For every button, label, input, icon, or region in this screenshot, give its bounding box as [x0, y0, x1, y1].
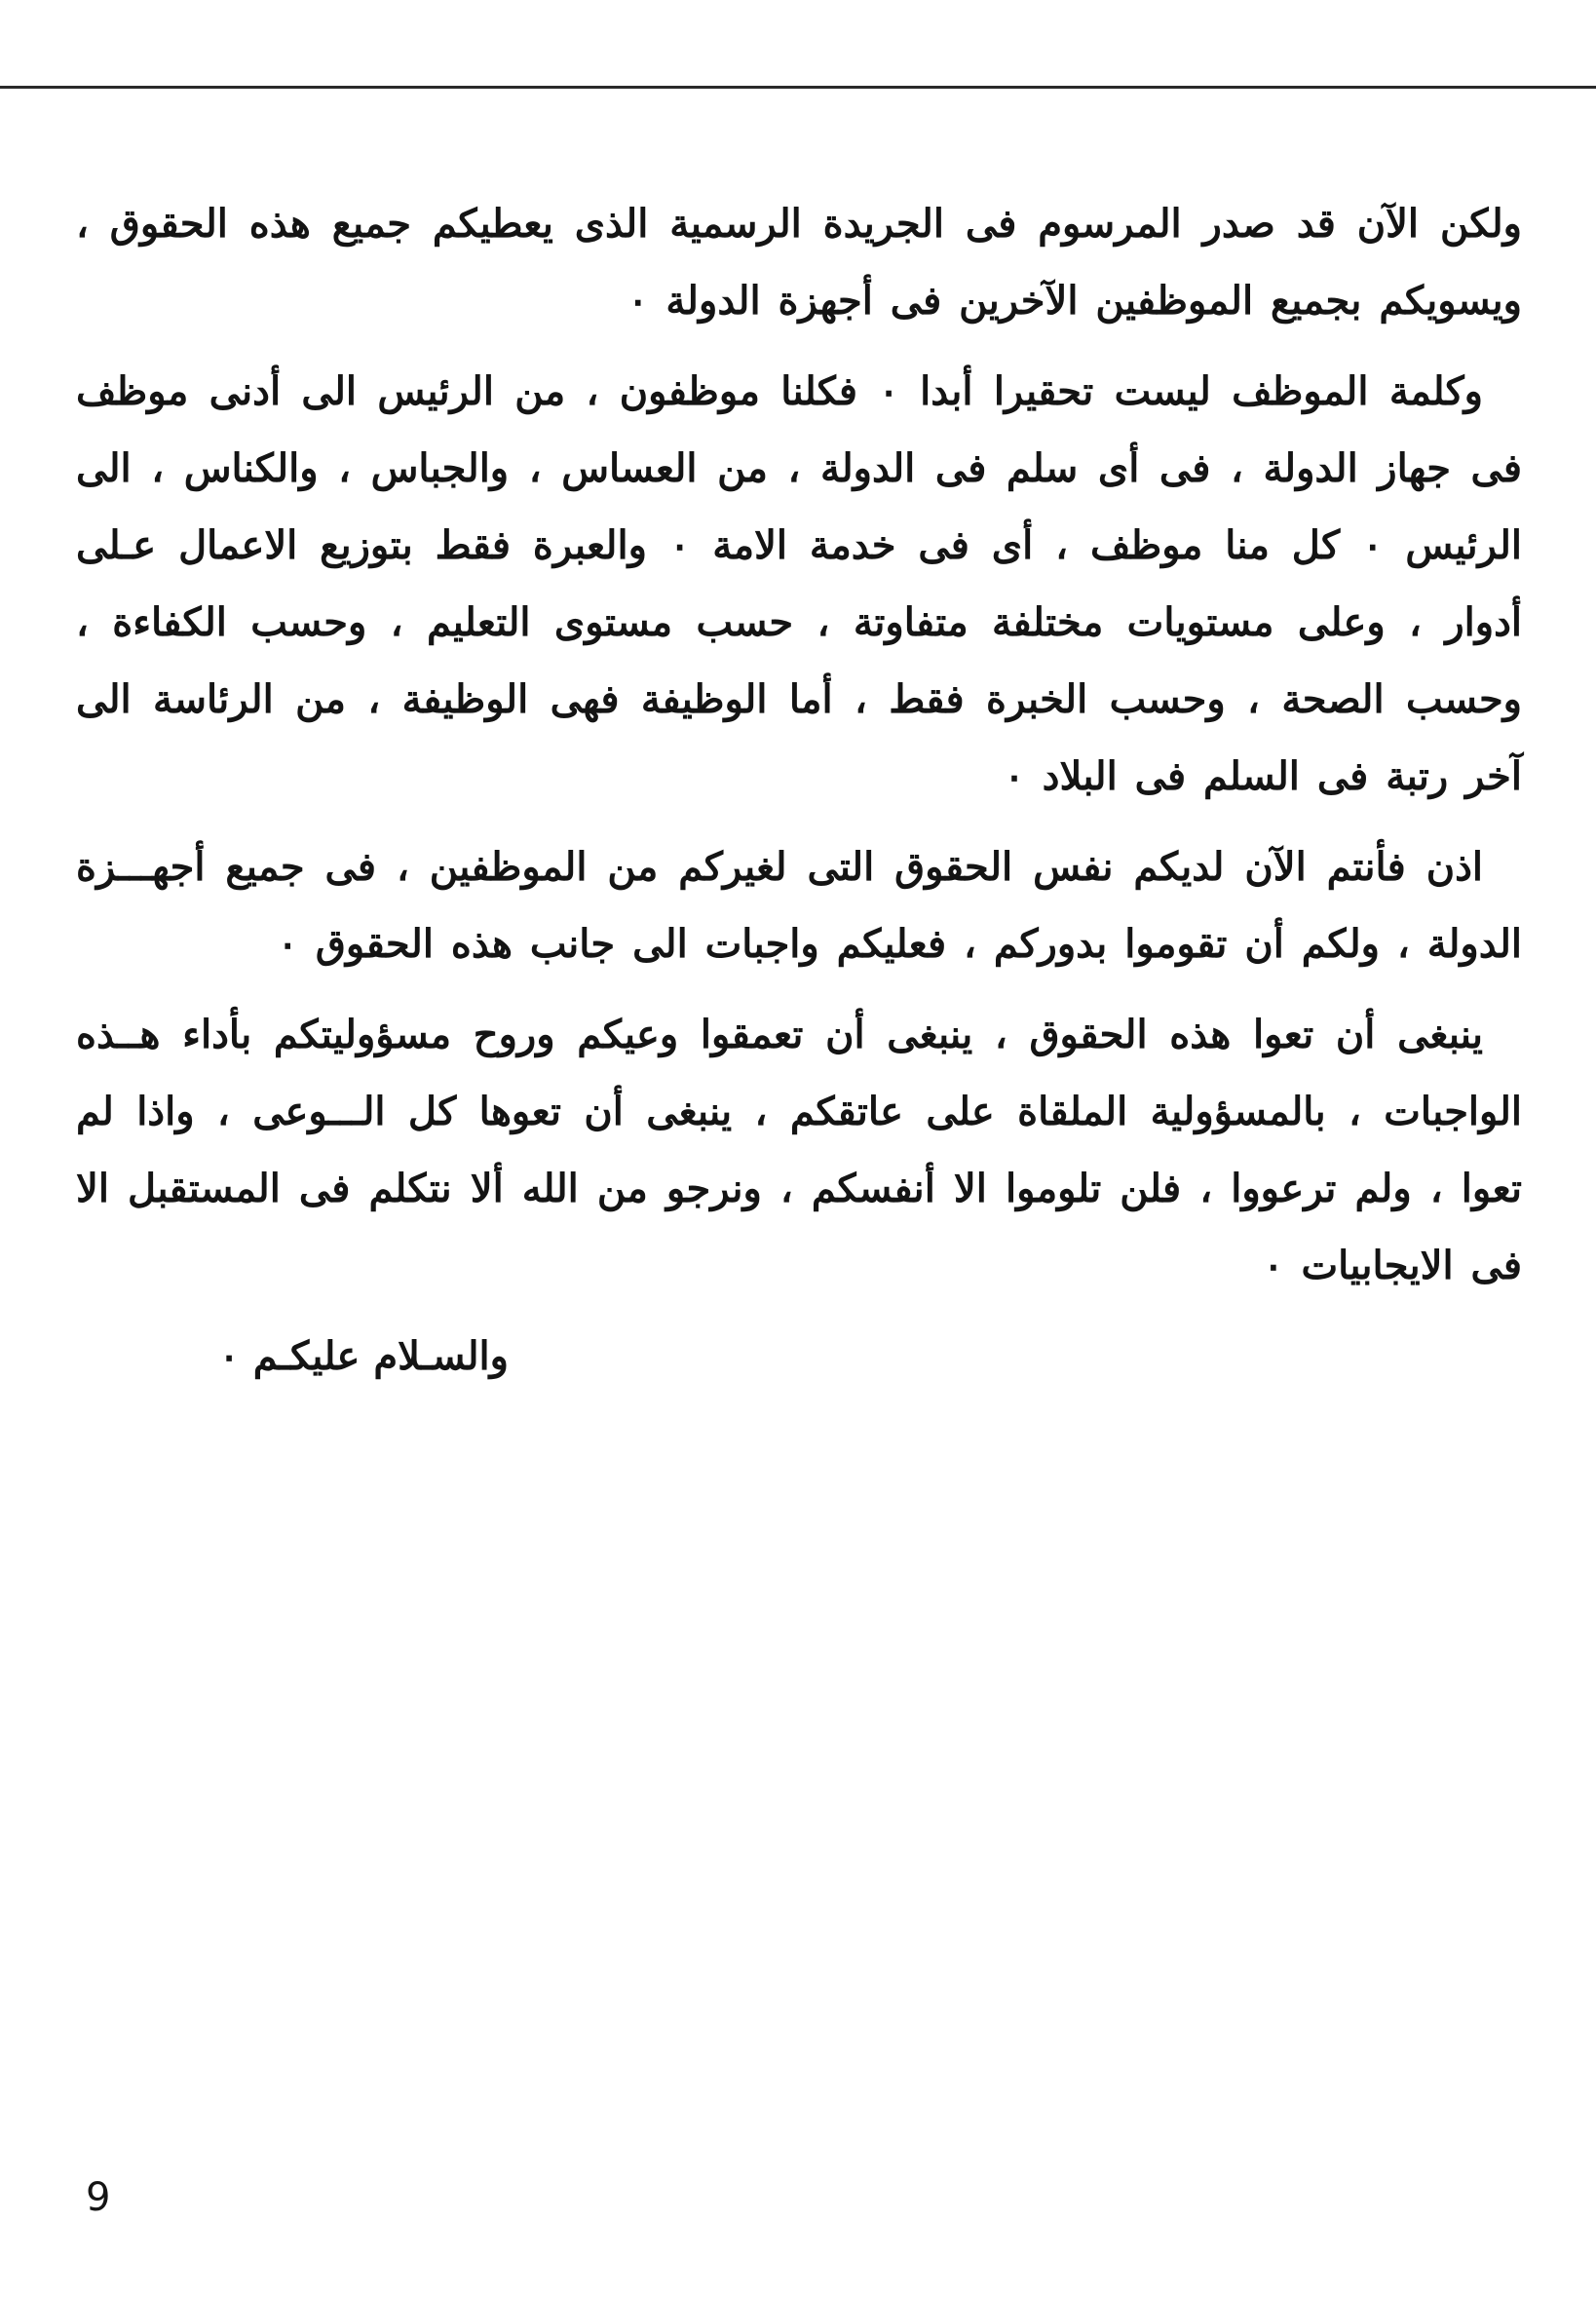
top-rule [0, 86, 1596, 89]
paragraph-1: ولكن الآن قد صدر المرسوم فى الجريدة الرسمية الذى يعطيكم جميع هذه الحقوق ، ويسويكم بجميع الموظفين الآخرين فى أجهزة الدولة ٠ [76, 201, 1522, 324]
page-number: 9 [86, 2175, 111, 2220]
closing-greeting: والسـلام عليكـم ٠ [218, 1333, 509, 1379]
paragraph-2: وكلمة الموظف ليست تحقيرا أبدا ٠ فكلنا موظفون ، من الرئيس الى أدنى موظف فى جهاز الدولة ، فى أى سلم فى الدولة ، من العساس ، والجباس ، والكناس ، الى الرئيس ٠ كل منا موظف ، أى فى خدمة الامة ٠ والعبرة فقط بتوزيع الاعمال عـلى أدوار ، وعلى مستويات مختلفة متفاوتة ، حسب مستوى التعليم ، وحسب الكفاءة ، وحسب الصحة ، وحسب الخبرة فقط ، أما الوظيفة فهى الوظيفة ، من الرئاسة الى آخر رتبة فى السلم فى البلاد ٠ [76, 368, 1522, 799]
document-body [76, 185, 1522, 1395]
paragraph-3: اذن فأنتم الآن لديكم نفس الحقوق التى لغيركم من الموظفين ، فى جميع أجهـــزة الدولة ، ولكم أن تقوموا بدوركم ، فعليكم واجبات الى جانب هذه الحقوق ٠ [76, 844, 1522, 967]
paragraph-4: ينبغى أن تعوا هذه الحقوق ، ينبغى أن تعمقوا وعيكم وروح مسؤوليتكم بأداء هــذه الواجبات ، بالمسؤولية الملقاة على عاتقكم ، ينبغى أن تعوها كل الـــوعى ، واذا لم تعوا ، ولم ترعووا ، فلن تلوموا الا أنفسكم ، ونرجو من الله ألا نتكلم فى المستقبل الا فى الايجابيات ٠ [76, 1012, 1522, 1288]
